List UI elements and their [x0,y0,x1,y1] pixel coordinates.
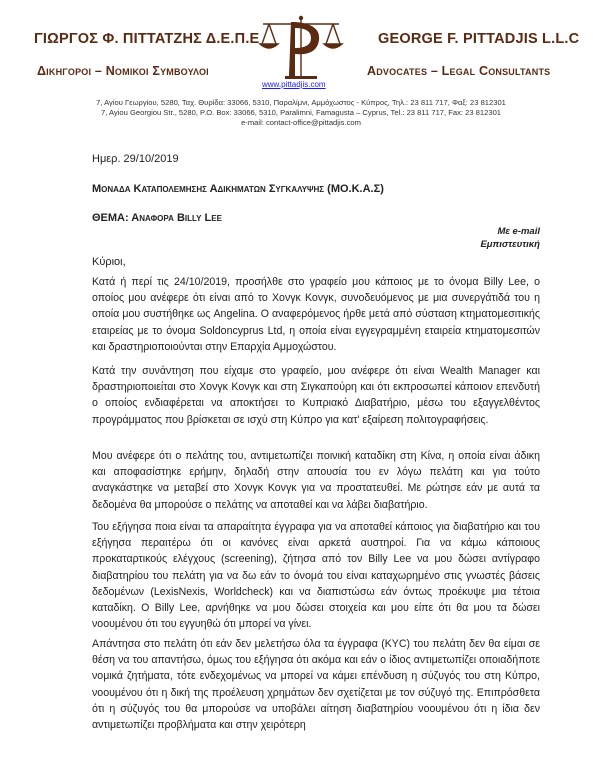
address-greek: 7, Αγίου Γεωργίου, 5280, Ταχ. Θυρίδα: 33066, 5310, Παραλίμνι, Αμμόχωστος - Κύπρος, Τηλ.: 23 811 717, Φαξ: 23 812301 [96,98,506,107]
body-paragraph: Κατά την συνάντηση που είχαμε στο γραφείο, μου ανέφερε ότι είναι Wealth Manager και δραστηριοποιείται στο Χονγκ Κονγκ και στη Σιγκαπούρη και ότι εκπροσωπεί κάποιον επενδυτή ο οποίος ενδιαφέρεται να αποκτήσει το Κυπριακό Διαβατήριο, μέσω του εξαγγελθέντος προγράμματος που βρίσκεται σε ισχύ στη Κύπρο για κατ' εξαίρεση πολιτογραφήσεις. [92,365,540,426]
delivery-note: Με e-mail [497,226,540,237]
scales-of-justice-icon [255,10,347,86]
firm-role-english: Advocates – Legal Consultants [367,64,551,78]
letter-date: Ημερ. 29/10/2019 [92,153,179,165]
body-paragraph: Απάντησα στο πελάτη ότι εάν δεν μελετήσω όλα τα έγγραφα (KYC) του πελάτη δεν θα είμαι σε θέση να του απαντήσω, όμως του εξήγησα ότι ακόμα και εάν ο ίδιος αντιμετωπίζει οποιαδήποτε νομικά ζητήματα, τότε ενδεχομένως να μπορεί να κάμει επένδυση η σύζυγός του στη Κύπρο, νοουμένου ότι η δική της προέλευση χρημάτων δεν σχετίζεται με τον σύζυγό της. Επιπρόσθετα ότι η σύζυγός του θα μπορούσε να υποβάλει αίτηση διαβατηρίου νοουμένου ότι η ίδια δεν αντιμετωπίζει προβλήματα και στην χειρότερη [92,638,540,732]
firm-role-greek: Δικηγοροι – Νομικοι Συμβουλοι [37,64,209,78]
confidential-note: Εμπιστευτική [480,239,540,250]
website-link[interactable]: www.pittadjis.com [262,80,326,89]
body-paragraph: Του εξήγησα ποια είναι τα απαραίτητα έγγραφα για να αποταθεί κάποιος για διαβατήριο και του εξήγησα περαιτέρω ότι οι κανόνες είναι αρκετά αυστηροί. Για να κάμω κάποιους προκαταρτικούς ελέγχους (screening), ζήτησα από τον Billy Lee να μου δώσει αντίγραφο διαβατηρίου του πελάτη για να δω εάν το όνομά του είναι καταχωρημένο στις γνωστές βάσεις δεδομένων (LexisNexis, Worldcheck) και να διαπιστώσω εάν όντως προέκυψε μια τέτοια καταδίκη. Ο Billy Lee, αρνήθηκε να μου δώσει στοιχεία και μου είπε ότι θα μου τα δώσει νοουμένου ότι του εγγυηθώ ότι μπορεί να γίνει. [92,521,540,631]
salutation: Κύριοι, [92,256,126,268]
address-english: 7, Ayiou Georgiou Str., 5280, P.O. Box: 33066, 5310, Paralimni, Famagusta – Cyprus, Tel.: 23 811 717, Fax: 23 812301 [100,108,502,117]
contact-email: e-mail: contact-office@pittadjis.com [241,118,361,127]
subject-line: ΘΕΜΑ: Αναφορα Billy Lee [92,212,222,224]
recipient-line: Μοναδα Καταπολεμησης Αδικηματων Συγκαλυψης (ΜΟ.Κ.Α.Σ) [92,183,384,195]
firm-name-greek: ΓΙΩΡΓΟΣ Φ. ΠΙΤΤΑΤΖΗΣ Δ.Ε.Π.Ε [34,31,260,47]
body-paragraph: Μου ανέφερε ότι ο πελάτης του, αντιμετωπίζει ποινική καταδίκη στη Κίνα, η οποία είναι άδικη και αποφασίστηκε ερήμην, δηλαδή στην απουσία του εν λόγω πελάτη και για τούτο αναγκάστηκε να μεταβεί στο Χονγκ Κονγκ για να προστατευθεί. Με ρώτησε εάν με αυτά τα δεδομένα θα μπορούσε ο πελάτης να αποταθεί και να λάβει διαβατήριο. [92,450,540,511]
firm-name-english: GEORGE F. PITTADJIS L.L.C [378,31,580,47]
body-paragraph: Κατά ή περί τις 24/10/2019, προσήλθε στο γραφείο μου κάποιος με το όνομα Billy Lee, ο οποίος μου ανέφερε ότι είναι από το Χονγκ Κονγκ, συνοδευόμενος με μια συνεργάτιδά του η οποία μου συστήθηκε ως Angelina. Ο αναφερόμενος ήρθε μετά από σύσταση κτηματομεσιτικής εταιρείας με το όνομα Soldoncyprus Ltd, η οποία είναι εγγεγραμμένη εταιρεία κτηματομεσιτών και δραστηριοποιούνται στην Επαρχία Αμμοχώστου. [92,276,540,353]
